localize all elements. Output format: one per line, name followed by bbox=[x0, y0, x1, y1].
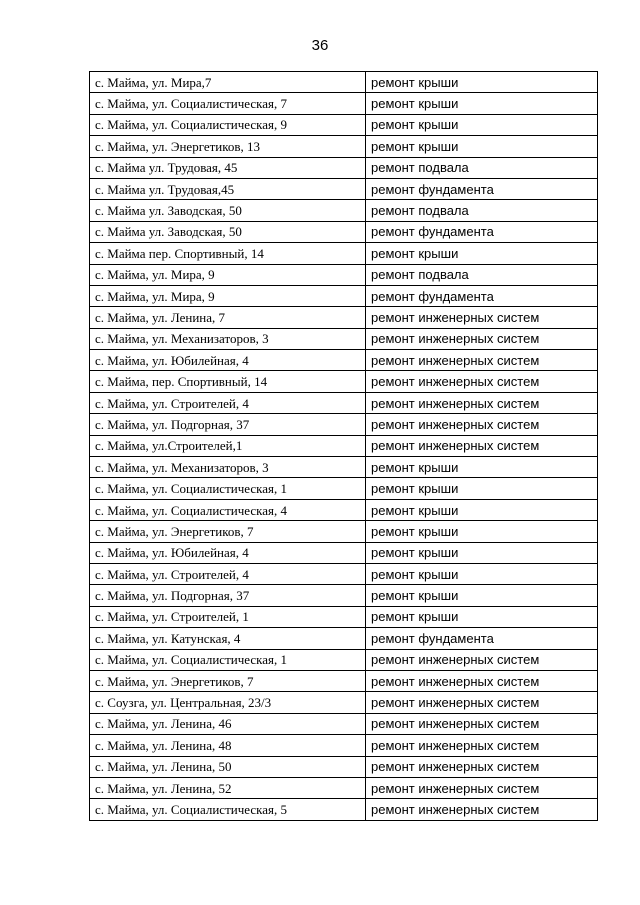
work-type-cell: ремонт крыши bbox=[366, 93, 598, 114]
work-type-cell: ремонт крыши bbox=[366, 478, 598, 499]
address-cell: с. Майма, ул.Строителей,1 bbox=[90, 435, 366, 456]
address-cell: с. Майма, ул. Мира,7 bbox=[90, 72, 366, 93]
table-row bbox=[90, 307, 598, 328]
table-row bbox=[90, 371, 598, 392]
table-row bbox=[90, 521, 598, 542]
work-type-cell: ремонт крыши bbox=[366, 542, 598, 563]
work-type-cell: ремонт инженерных систем bbox=[366, 307, 598, 328]
address-cell: с. Майма, ул. Энергетиков, 7 bbox=[90, 670, 366, 691]
table-row bbox=[90, 563, 598, 584]
address-cell: с. Майма, ул. Ленина, 48 bbox=[90, 735, 366, 756]
work-type-cell: ремонт инженерных систем bbox=[366, 777, 598, 798]
address-cell: с. Майма ул. Заводская, 50 bbox=[90, 221, 366, 242]
work-type-cell: ремонт инженерных систем bbox=[366, 756, 598, 777]
table-row bbox=[90, 136, 598, 157]
work-type-cell: ремонт инженерных систем bbox=[366, 799, 598, 820]
table-row bbox=[90, 243, 598, 264]
work-type-cell: ремонт инженерных систем bbox=[366, 713, 598, 734]
table-row bbox=[90, 221, 598, 242]
address-cell: с. Майма, пер. Спортивный, 14 bbox=[90, 371, 366, 392]
address-cell: с. Майма, ул. Строителей, 4 bbox=[90, 392, 366, 413]
table-row bbox=[90, 799, 598, 820]
address-cell: с. Майма, ул. Энергетиков, 13 bbox=[90, 136, 366, 157]
table-row bbox=[90, 585, 598, 606]
address-cell: с. Майма, ул. Мира, 9 bbox=[90, 264, 366, 285]
work-type-cell: ремонт инженерных систем bbox=[366, 435, 598, 456]
work-type-cell: ремонт фундамента bbox=[366, 285, 598, 306]
address-cell: с. Майма пер. Спортивный, 14 bbox=[90, 243, 366, 264]
table-row bbox=[90, 777, 598, 798]
address-cell: с. Майма, ул. Катунская, 4 bbox=[90, 628, 366, 649]
table-row bbox=[90, 200, 598, 221]
work-type-cell: ремонт инженерных систем bbox=[366, 414, 598, 435]
work-type-cell: ремонт фундамента bbox=[366, 628, 598, 649]
work-type-cell: ремонт инженерных систем bbox=[366, 328, 598, 349]
table-row bbox=[90, 542, 598, 563]
work-type-cell: ремонт крыши bbox=[366, 457, 598, 478]
table-row bbox=[90, 264, 598, 285]
work-type-cell: ремонт подвала bbox=[366, 157, 598, 178]
work-type-cell: ремонт инженерных систем bbox=[366, 392, 598, 413]
address-cell: с. Майма, ул. Строителей, 4 bbox=[90, 563, 366, 584]
address-cell: с. Майма, ул. Механизаторов, 3 bbox=[90, 328, 366, 349]
work-type-cell: ремонт инженерных систем bbox=[366, 692, 598, 713]
address-cell: с. Майма, ул. Социалистическая, 1 bbox=[90, 649, 366, 670]
address-cell: с. Майма, ул. Ленина, 50 bbox=[90, 756, 366, 777]
address-cell: с. Майма, ул. Подгорная, 37 bbox=[90, 414, 366, 435]
work-type-cell: ремонт крыши bbox=[366, 243, 598, 264]
work-type-cell: ремонт крыши bbox=[366, 72, 598, 93]
work-type-cell: ремонт инженерных систем bbox=[366, 735, 598, 756]
work-type-cell: ремонт крыши bbox=[366, 563, 598, 584]
address-cell: с. Майма ул. Трудовая, 45 bbox=[90, 157, 366, 178]
table-row bbox=[90, 628, 598, 649]
table-row bbox=[90, 478, 598, 499]
address-cell: с. Майма, ул. Механизаторов, 3 bbox=[90, 457, 366, 478]
address-cell: с. Майма, ул. Ленина, 7 bbox=[90, 307, 366, 328]
address-cell: с. Майма, ул. Социалистическая, 4 bbox=[90, 499, 366, 520]
work-type-cell: ремонт крыши bbox=[366, 114, 598, 135]
work-type-cell: ремонт инженерных систем bbox=[366, 350, 598, 371]
work-type-cell: ремонт инженерных систем bbox=[366, 649, 598, 670]
table-row bbox=[90, 178, 598, 199]
work-type-cell: ремонт инженерных систем bbox=[366, 371, 598, 392]
repair-works-table bbox=[89, 71, 598, 821]
work-type-cell: ремонт подвала bbox=[366, 264, 598, 285]
work-type-cell: ремонт крыши bbox=[366, 606, 598, 627]
table-row bbox=[90, 735, 598, 756]
work-type-cell: ремонт фундамента bbox=[366, 178, 598, 199]
address-cell: с. Майма ул. Заводская, 50 bbox=[90, 200, 366, 221]
table-row bbox=[90, 157, 598, 178]
table-row bbox=[90, 670, 598, 691]
address-cell: с. Майма, ул. Социалистическая, 1 bbox=[90, 478, 366, 499]
table-row bbox=[90, 606, 598, 627]
address-cell: с. Соузга, ул. Центральная, 23/3 bbox=[90, 692, 366, 713]
work-type-cell: ремонт крыши bbox=[366, 521, 598, 542]
table-row bbox=[90, 692, 598, 713]
table-row bbox=[90, 328, 598, 349]
table-row bbox=[90, 350, 598, 371]
address-cell: с. Майма, ул. Социалистическая, 7 bbox=[90, 93, 366, 114]
work-type-cell: ремонт крыши bbox=[366, 585, 598, 606]
address-cell: с. Майма, ул. Социалистическая, 9 bbox=[90, 114, 366, 135]
address-cell: с. Майма, ул. Мира, 9 bbox=[90, 285, 366, 306]
work-type-cell: ремонт подвала bbox=[366, 200, 598, 221]
table-row bbox=[90, 414, 598, 435]
table-row bbox=[90, 499, 598, 520]
table-row bbox=[90, 72, 598, 93]
table-row bbox=[90, 392, 598, 413]
address-cell: с. Майма ул. Трудовая,45 bbox=[90, 178, 366, 199]
work-type-cell: ремонт фундамента bbox=[366, 221, 598, 242]
address-cell: с. Майма, ул. Юбилейная, 4 bbox=[90, 350, 366, 371]
address-cell: с. Майма, ул. Подгорная, 37 bbox=[90, 585, 366, 606]
table-row bbox=[90, 756, 598, 777]
table-row bbox=[90, 649, 598, 670]
table-row bbox=[90, 285, 598, 306]
work-type-cell: ремонт крыши bbox=[366, 499, 598, 520]
address-cell: с. Майма, ул. Энергетиков, 7 bbox=[90, 521, 366, 542]
table-body bbox=[90, 72, 598, 821]
table-row bbox=[90, 713, 598, 734]
table-row bbox=[90, 435, 598, 456]
address-cell: с. Майма, ул. Строителей, 1 bbox=[90, 606, 366, 627]
address-cell: с. Майма, ул. Юбилейная, 4 bbox=[90, 542, 366, 563]
page-number: 36 bbox=[311, 37, 329, 54]
address-cell: с. Майма, ул. Социалистическая, 5 bbox=[90, 799, 366, 820]
work-type-cell: ремонт крыши bbox=[366, 136, 598, 157]
work-type-cell: ремонт инженерных систем bbox=[366, 670, 598, 691]
table-row bbox=[90, 457, 598, 478]
table-row bbox=[90, 93, 598, 114]
table-row bbox=[90, 114, 598, 135]
address-cell: с. Майма, ул. Ленина, 52 bbox=[90, 777, 366, 798]
address-cell: с. Майма, ул. Ленина, 46 bbox=[90, 713, 366, 734]
